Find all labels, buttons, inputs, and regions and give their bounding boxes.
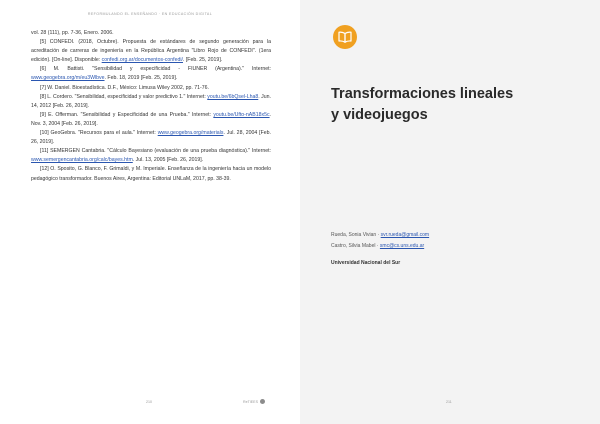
reference-link[interactable]: confedi.org.ar/documentos-confedi/ (101, 57, 183, 64)
reference-item: [5] CONFEDI. (2018, Octubre). Propuesta de estándares de segundo generación para la acreditación de carreras de ingeniería en la República Argentina "Libro Rojo de CONFEDI". (1era edición). [On-line]. Disponible: confedi.org.ar/documentos-confedi/. [Feb. 25, 2019]. (31, 39, 271, 64)
author-1: Rueda, Sonia Vivian · svr.rueda@gmail.com (331, 232, 430, 238)
reference-item: [7] W. Daniel. Bioestadística. D.F., México: Limusa Wiley 2002, pp. 71-76. (40, 84, 209, 91)
reference-link[interactable]: youtu.be/6bQsel-Lha8 (207, 93, 259, 100)
footer-dot-icon (260, 399, 265, 404)
reference-item: [6] M. Battisti. "Sensibilidad y especificidad - FIUNER (Argentina)." Internet: www.geogebra.org/m/eu3Wlbve. Feb. 18, 2019 [Feb. 25, 2019]. (31, 66, 271, 82)
author-1-email-link[interactable]: svr.rueda@gmail.com (380, 232, 430, 238)
page-number: 211 (446, 400, 452, 404)
footer-text: ReTIEES (243, 399, 258, 404)
author-2-email-link[interactable]: smc@cs.uns.edu.ar (379, 243, 425, 249)
author-2: Castro, Silvia Mabel · smc@cs.uns.edu.ar (331, 243, 425, 249)
university: Universidad Nacional del Sur (331, 260, 401, 266)
open-book-glyph (338, 31, 352, 43)
title-line-2: y videojuegos (331, 106, 428, 123)
reference-link[interactable]: youtu.be/Ufto-nAB18x5c (213, 111, 270, 118)
reference-item: [12] O. Sposito, G. Blanco, F. Grimaldi, y M. Imperiale. Enseñanza de la ingeniería hacia un modelo pedagógico transformador. Buenos Aires, Argentina: Editorial UNLaM, 2017, pp. 38-39. (31, 166, 271, 182)
running-head: REFORMULANDO EL ENSEÑANDO · EN EDUCACIÓN DIGITAL (87, 12, 213, 16)
open-book-icon (333, 25, 357, 49)
reference-link[interactable]: www.semergencantabria.org/calc/bayes.htm (31, 157, 133, 164)
title-line-1: Transformaciones lineales (331, 86, 514, 102)
reference-item: [10] GeoGebra. "Recursos para el aula." Internet: www.geogebra.org/materials. Jul. 28, 2004 [Feb. 26, 2019]. (31, 130, 271, 146)
reference-item: [9] E. Offerman. "Sensibilidad y Especificidad de una Prueba." Internet: youtu.be/Ufto-nAB18x5c. Nov. 3, 2004 [Feb. 26, 2019]. (31, 111, 271, 127)
reference-item: [11] SEMERGEN Cantabria. "Cálculo Bayesiano (evaluación de una prueba diagnóstica)." Internet: www.semergencantabria.org/calc/bayes.htm. Jul. 13, 2005 [Feb. 26, 2019]. (31, 148, 271, 164)
references-list (31, 29, 271, 184)
reference-link[interactable]: www.geogebra.org/materials (157, 130, 224, 137)
reference-item: vol. 28 (111), pp. 7-36, Enero. 2006. (31, 30, 114, 36)
right-page (300, 0, 600, 424)
reference-item: [8] L. Cordero. "Sensibilidad, especificidad y valor predictivo 1." Internet: youtu.be/6bQsel-Lha8. Jun. 14, 2012 [Feb. 26, 2019]. (31, 93, 271, 109)
footer-label (243, 399, 265, 404)
page-number: 210 (146, 400, 152, 404)
authors (331, 230, 571, 252)
article-title (331, 84, 571, 125)
reference-link[interactable]: www.geogebra.org/m/eu3Wlbve (31, 75, 105, 82)
